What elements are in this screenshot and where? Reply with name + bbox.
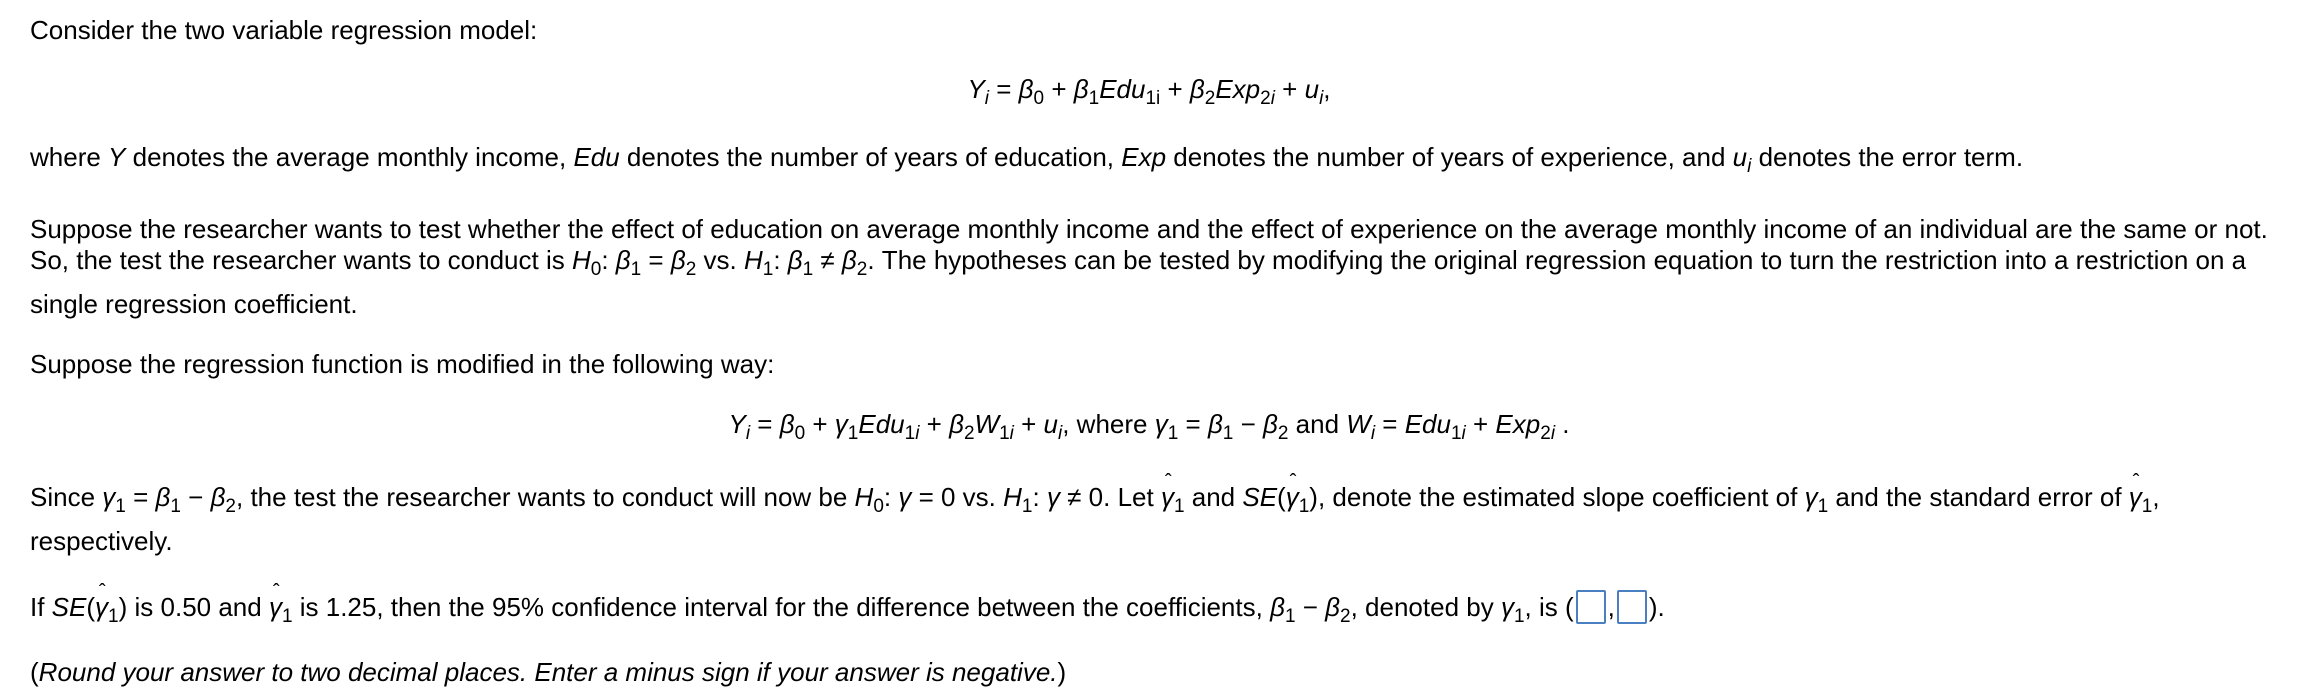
ci-lower-input[interactable] bbox=[1576, 590, 1606, 624]
respectively-text: respectively. bbox=[30, 526, 173, 556]
rounding-instruction: (Round your answer to two decimal places. Enter a minus sign if your answer is negative.) bbox=[30, 657, 1067, 687]
confidence-interval-question: If SE(ˆ $\gamma_1$) is 0.50 and ˆ $\gamma_1$ is 1.25, then the 95% confidence interval for the difference between the coefficients, $\beta_1 - \beta_2$, denoted by $\gamma_1$, is ( , ). bbox=[30, 590, 1665, 624]
modified-regression-equation: $Y_i = \beta_0 + \gamma_1Edu_{1i} + \beta_2W_{1i} + u_i$, where $\gamma_1 = \beta_1 - \beta_2$ and $W_i = Edu_{1i} + Exp_{2i}$ . bbox=[728, 409, 1570, 444]
intro-text: Consider the two variable regression model: bbox=[30, 15, 538, 45]
ci-upper-input[interactable] bbox=[1617, 590, 1647, 624]
modification-intro: Suppose the regression function is modified in the following way: bbox=[30, 349, 775, 379]
hypothesis-statement: So, the test the researcher wants to conduct is $H_0$: $\beta_1 = \beta_2$ vs. $H_1$: $\beta_1 \ne \beta_2$. The hypotheses can be tested by modifying the original regression equation to turn the restriction into a restriction on a bbox=[30, 245, 2247, 280]
single-coefficient-text: single regression coefficient. bbox=[30, 289, 358, 319]
regression-model-equation: $Y_i = \beta_0 + \beta_1Edu_{1i} + \beta_2Exp_{2i} + u_i$, bbox=[967, 74, 1331, 109]
variable-definitions: where Y denotes the average monthly income, Edu denotes the number of years of education, Exp denotes the number of years of experience, and $u_i$ denotes the error term. bbox=[30, 142, 2024, 177]
researcher-test-intro: Suppose the researcher wants to test whether the effect of education on average monthly income and the effect of experience on the average monthly income of an individual are the same or not. bbox=[30, 214, 2268, 244]
since-statement: Since $\gamma_1 = \beta_1 - \beta_2$, the test the researcher wants to conduct will now be $H_0$: γ = 0 vs. $H_1$: γ ≠ 0. Let ˆ $\gamma_1$ and SE(ˆ $\gamma_1$), denote the estimated slope coefficient of $\gamma_1$ and the standard error of ˆ $\gamma_1$, bbox=[30, 481, 2160, 513]
